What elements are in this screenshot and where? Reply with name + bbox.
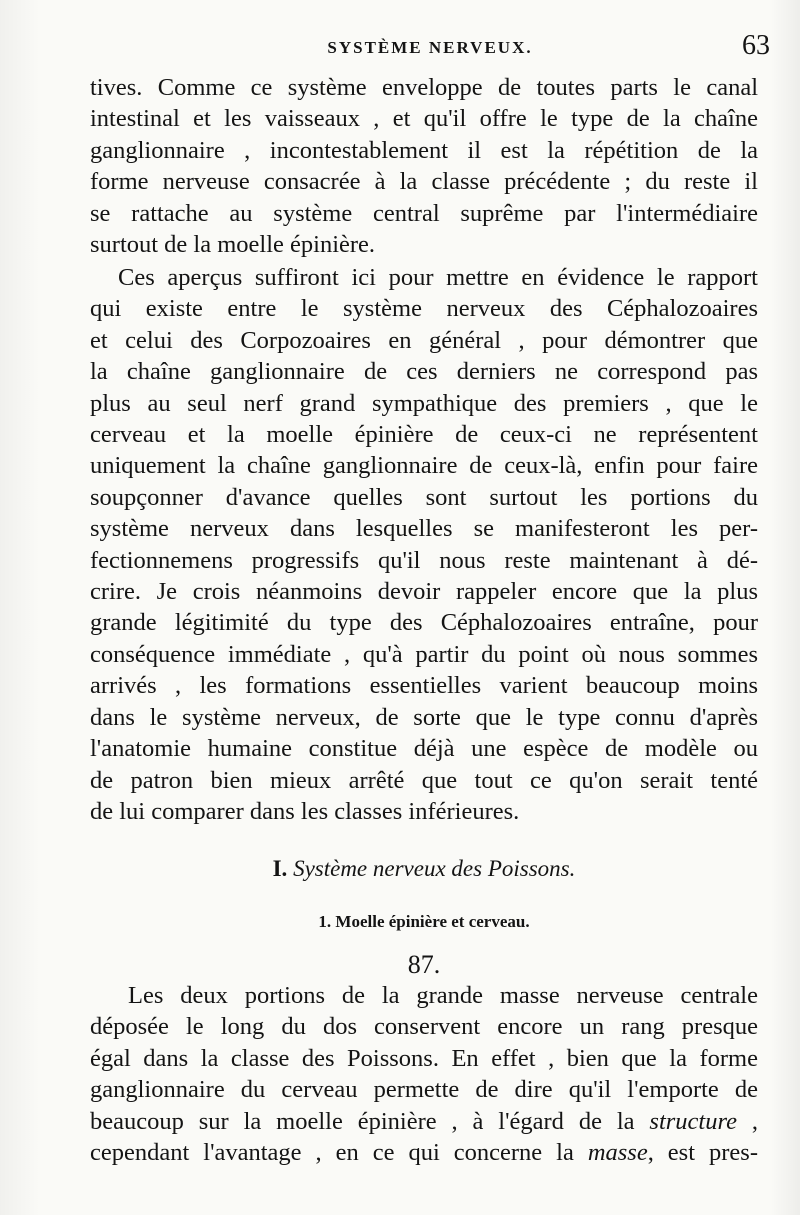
text-line: crire. Je crois néanmoins devoir rappeler encore que la plus xyxy=(90,578,758,606)
text-line: ganglionnaire , incontestablement il est la répétition de la xyxy=(90,136,758,164)
paragraph-number: 87. xyxy=(407,950,441,979)
emphasis-masse: masse xyxy=(587,1139,648,1167)
section-title-text: Système nerveux des Poissons. xyxy=(293,856,576,881)
text-line: intestinal et les vaisseaux , et qu'il offre le type de la chaîne xyxy=(90,105,758,133)
subsection-heading: 1. Moelle épinière et cerveau. xyxy=(318,912,530,931)
text-line: ganglionnaire du cerveau permette de dire qu'il l'emporte de xyxy=(90,1076,758,1104)
text-line: conséquence immédiate , qu'à partir du point où nous sommes xyxy=(90,640,758,668)
text-line: cependant l'avantage , en ce qui concerne la masse, est pres- xyxy=(90,1139,758,1167)
text-line: tives. Comme ce système enveloppe de toutes parts le canal xyxy=(90,74,758,101)
text-line: de lui comparer dans les classes inférieures. xyxy=(90,797,520,825)
text-line: qui existe entre le système nerveux des Céphalozoaires xyxy=(90,295,758,323)
text-line: Les deux portions de la grande masse nerveuse centrale xyxy=(128,982,758,1009)
page-header xyxy=(90,28,770,68)
section-heading xyxy=(90,856,758,882)
section-number: I. xyxy=(272,856,288,881)
text-line: se rattache au système central suprême par l'intermédiaire xyxy=(90,199,758,227)
text-line: déposée le long du dos conservent encore un rang presque xyxy=(90,1013,758,1041)
paragraph-continuation xyxy=(90,72,758,260)
text-line: plus au seul nerf grand sympathique des premiers , que le xyxy=(90,389,758,417)
text-line: l'anatomie humaine constitue déjà une espèce de modèle ou xyxy=(90,735,758,763)
text-line: grande légitimité du type des Céphalozoaires entraîne, pour xyxy=(90,609,758,637)
running-head: SYSTÈME NERVEUX. xyxy=(327,38,533,57)
text-line: fectionnemens progressifs qu'il nous reste maintenant à dé- xyxy=(90,546,758,574)
text-line: forme nerveuse consacrée à la classe précédente ; du reste il xyxy=(90,168,758,196)
text-line: égal dans la classe des Poissons. En effet , bien que la forme xyxy=(90,1044,758,1072)
text-line: et celui des Corpozoaires en général , pour démontrer que xyxy=(90,326,758,354)
text-line: Ces aperçus suffiront ici pour mettre en évidence le rapport xyxy=(118,264,758,291)
text-line: arrivés , les formations essentielles varient beaucoup moins xyxy=(90,672,758,700)
text-line: système nerveux dans lesquelles se manifesteront les per- xyxy=(90,515,758,543)
text-line: la chaîne ganglionnaire de ces derniers ne correspond pas xyxy=(90,358,758,386)
text-line: cerveau et la moelle épinière de ceux-ci ne représentent xyxy=(90,421,758,449)
emphasis-structure: structure xyxy=(649,1107,737,1135)
text-line: beaucoup sur la moelle épinière , à l'égard de la structure , xyxy=(90,1107,759,1135)
text-line: surtout de la moelle épinière. xyxy=(90,231,376,259)
page-number: 63 xyxy=(742,30,770,61)
paragraph-87 xyxy=(90,980,758,1168)
text-line: dans le système nerveux, de sorte que le type connu d'après xyxy=(90,703,758,731)
text-line: soupçonner d'avance quelles sont surtout les portions du xyxy=(90,483,758,511)
text-line: uniquement la chaîne ganglionnaire de ceux-là, enfin pour faire xyxy=(90,452,758,480)
text-line: de patron bien mieux arrêté que tout ce qu'on serait tenté xyxy=(90,766,758,794)
paragraph-apercus xyxy=(90,262,758,827)
